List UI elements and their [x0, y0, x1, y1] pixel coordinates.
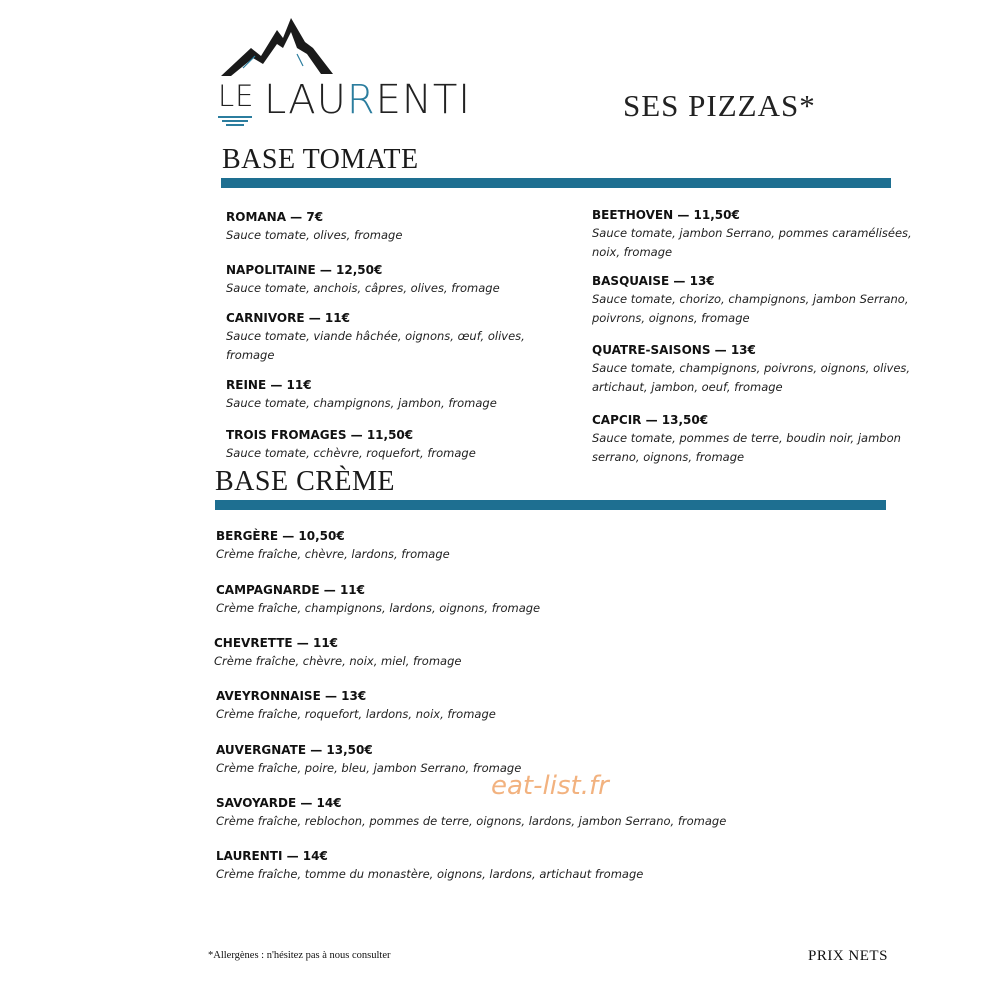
section-title-base-tomate: BASE TOMATE [222, 144, 419, 175]
item-title: NAPOLITAINE — 12,50€ [226, 263, 383, 277]
item-title: CARNIVORE — 11€ [226, 311, 350, 325]
item-description: Crème fraîche, poire, bleu, jambon Serrano, fromage [216, 761, 522, 775]
menu-item-carnivore [226, 311, 536, 365]
item-title: REINE — 11€ [226, 378, 312, 392]
prix-nets-label: PRIX NETS [808, 948, 888, 964]
item-description: Crème fraîche, chèvre, noix, miel, fromage [214, 654, 462, 668]
menu-item-savoyarde [216, 796, 776, 831]
watermark: eat-list.fr [491, 771, 609, 801]
item-title: BERGÈRE — 10,50€ [216, 529, 345, 543]
logo-prefix: LE [218, 79, 255, 113]
section-divider-creme [215, 500, 886, 510]
item-description: Sauce tomate, champignons, jambon, fromage [226, 396, 497, 410]
item-title: CAMPAGNARDE — 11€ [216, 583, 365, 597]
water-lines-icon [218, 116, 252, 126]
item-description: Crème fraîche, chèvre, lardons, fromage [216, 547, 450, 561]
menu-item-laurenti [216, 849, 776, 884]
logo-name: LAURENTI [264, 77, 472, 123]
item-title: BASQUAISE — 13€ [592, 274, 715, 288]
item-description: Crème fraîche, tomme du monastère, oignons, lardons, artichaut fromage [216, 867, 644, 881]
menu-item-aveyronnaise [216, 689, 776, 724]
section-divider-tomate [221, 178, 891, 188]
menu-item-reine [226, 378, 556, 413]
mountain-logo-icon [221, 18, 333, 78]
item-title: CAPCIR — 13,50€ [592, 413, 709, 427]
item-title: CHEVRETTE — 11€ [214, 636, 339, 650]
item-description: Sauce tomate, chorizo, champignons, jambon Serrano, poivrons, oignons, fromage [592, 292, 909, 325]
menu-item-campagnarde [216, 583, 776, 618]
menu-item-chevrette [214, 636, 774, 671]
menu-item-basquaise [592, 274, 922, 328]
item-title: AUVERGNATE — 13,50€ [216, 743, 373, 757]
page-title: SES PIZZAS* [623, 88, 816, 123]
menu-item-beethoven [592, 208, 922, 262]
allergen-footnote: *Allergènes : n'hésitez pas à nous consulter [208, 950, 391, 961]
item-description: Sauce tomate, pommes de terre, boudin noir, jambon serrano, oignons, fromage [592, 431, 901, 464]
logo-name-accent: R [346, 77, 376, 123]
item-description: Sauce tomate, cchèvre, roquefort, fromage [226, 446, 476, 460]
item-title: TROIS FROMAGES — 11,50€ [226, 428, 414, 442]
menu-item-bergere [216, 529, 776, 564]
item-description: Sauce tomate, anchois, câpres, olives, fromage [226, 281, 500, 295]
item-description: Sauce tomate, champignons, poivrons, oignons, olives, artichaut, jambon, oeuf, fromage [592, 361, 911, 394]
item-title: SAVOYARDE — 14€ [216, 796, 342, 810]
item-title: ROMANA — 7€ [226, 210, 324, 224]
item-description: Crème fraîche, reblochon, pommes de terre, oignons, lardons, jambon Serrano, fromage [216, 814, 727, 828]
menu-item-trois-fromages [226, 428, 556, 463]
item-title: AVEYRONNAISE — 13€ [216, 689, 367, 703]
item-description: Crème fraîche, roquefort, lardons, noix, fromage [216, 707, 496, 721]
item-title: BEETHOVEN — 11,50€ [592, 208, 740, 222]
item-description: Crème fraîche, champignons, lardons, oignons, fromage [216, 601, 541, 615]
menu-item-quatre-saisons [592, 343, 922, 397]
menu-item-capcir [592, 413, 922, 467]
item-title: LAURENTI — 14€ [216, 849, 328, 863]
item-title: QUATRE-SAISONS — 13€ [592, 343, 756, 357]
section-title-base-creme: BASE CRÈME [215, 466, 396, 497]
menu-item-napolitaine [226, 263, 556, 298]
item-description: Sauce tomate, olives, fromage [226, 228, 403, 242]
menu-item-romana [226, 210, 556, 245]
item-description: Sauce tomate, viande hâchée, oignons, œuf, olives, fromage [226, 329, 525, 362]
item-description: Sauce tomate, jambon Serrano, pommes caramélisées, noix, fromage [592, 226, 912, 259]
